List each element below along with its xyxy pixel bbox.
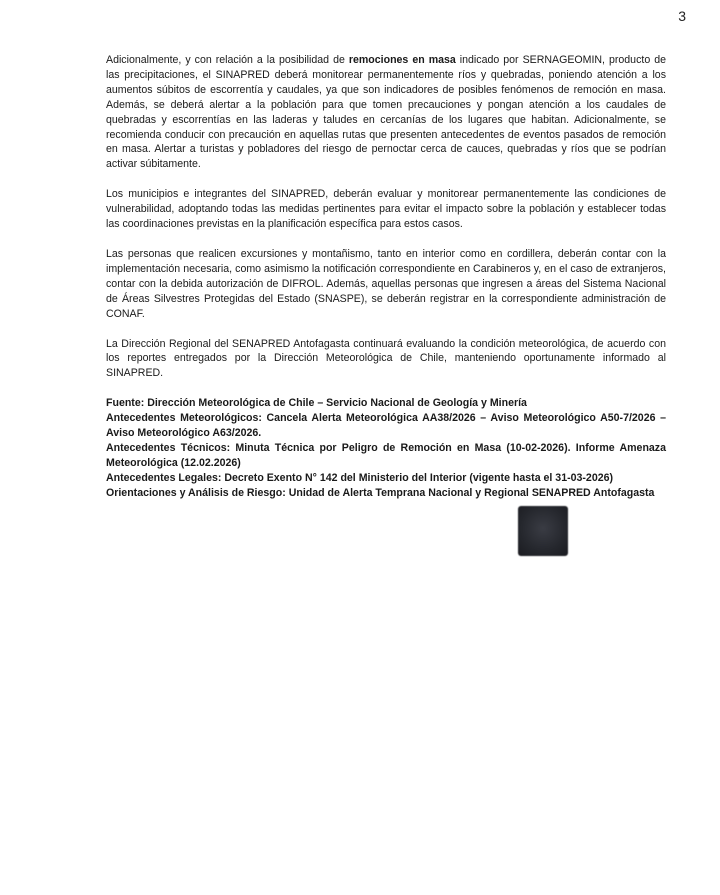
reference-orientaciones: Orientaciones y Análisis de Riesgo: Unidad de Alerta Temprana Nacional y Regional SENAPRED Antofagasta (106, 486, 655, 499)
paragraph-remociones (106, 53, 666, 172)
reference-antecedentes-meteorologicos: Antecedentes Meteorológicos: Cancela Alerta Meteorológica AA38/2026 – Aviso Meteorológico A50-7/2026 – Aviso Meteorológico A63/2026. (106, 412, 666, 440)
paragraph-direccion-regional: La Dirección Regional del SENAPRED Antofagasta continuará evaluando la condición meteorológica, de acuerdo con los reportes entregados por la Dirección Meteorológica de Chile, manteniendo oportunamente informado al SINAPRED. (106, 337, 666, 380)
page-number: 3 (678, 8, 686, 24)
document-body (106, 53, 666, 501)
reference-antecedentes-legales: Antecedentes Legales: Decreto Exento N° 142 del Ministerio del Interior (vigente hasta el 31-03-2026) (106, 471, 614, 484)
paragraph-remociones-body: indicado por SERNAGEOMIN, producto de las precipitaciones, el SINAPRED deberá monitorear permanentemente ríos y quebradas, poniendo atención a los aumentos súbitos de escorrentía y caudales, ya que son indicadores de posibles fenómenos de remoción en masa. Además, se deberá alertar a la población para que tomen precauciones y pongan atención a los caudales de quebradas y escorrentías en las laderas y taludes en cercanías de los lugares que habitan. Adicionalmente, se recomienda conducir con precaución en aquellas rutas que presenten antecedentes de eventos pasados de remoción en masa. Alertar a turistas y pobladores del riesgo de pernoctar cerca de cauces, quebradas y ríos que se podrían activar súbitamente. (106, 54, 666, 171)
reference-antecedentes-tecnicos: Antecedentes Técnicos: Minuta Técnica por Peligro de Remoción en Masa (10-02-2026). Informe Amenaza Meteorológica (12.02.2026) (106, 441, 666, 469)
paragraph-remociones-intro: Adicionalmente, y con relación a la posibilidad de (106, 54, 349, 66)
redacted-signature-block (518, 506, 568, 556)
references-block (106, 396, 666, 500)
paragraph-excursiones: Las personas que realicen excursiones y montañismo, tanto en interior como en cordillera, deberán contar con la implementación necesaria, como asimismo la notificación correspondiente en Carabineros y, en el caso de extranjeros, contar con la debida autorización de DIFROL. Además, aquellas personas que ingresen a áreas del Sistema Nacional de Áreas Silvestres Protegidas del Estado (SNASPE), se deberán registrar en la correspondiente administración de CONAF. (106, 247, 666, 320)
paragraph-municipios: Los municipios e integrantes del SINAPRED, deberán evaluar y monitorear permanentemente las condiciones de vulnerabilidad, adoptando todas las medidas pertinentes para evitar el impacto sobre la población y establecer todas las coordinaciones previstas en la planificación específica para estos casos. (106, 188, 666, 231)
bold-remociones-en-masa: remociones en masa (348, 54, 456, 66)
reference-fuente: Fuente: Dirección Meteorológica de Chile – Servicio Nacional de Geología y Minería (106, 397, 527, 410)
